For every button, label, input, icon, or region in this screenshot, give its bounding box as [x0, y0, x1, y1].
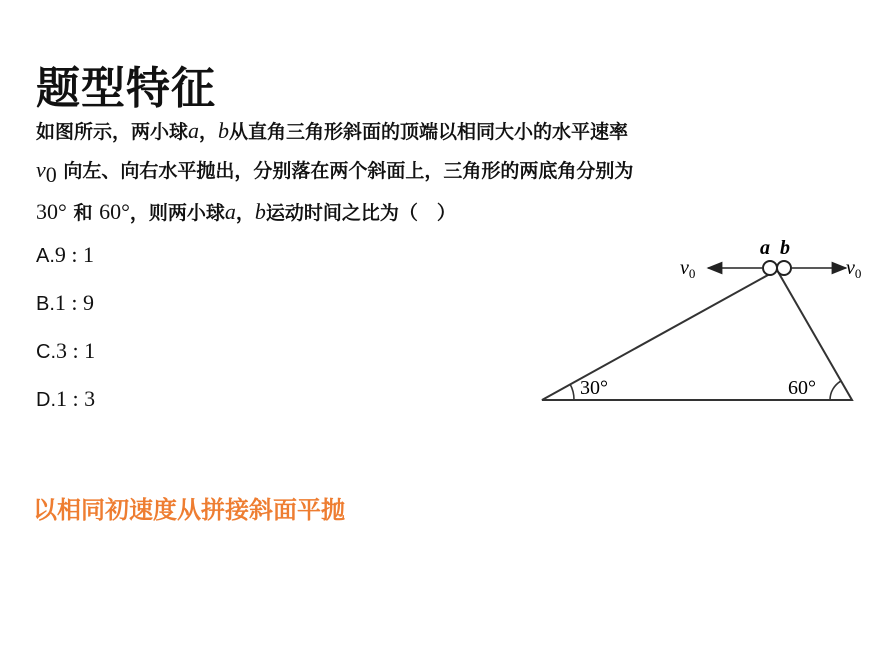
slide-title: 题型特征: [36, 63, 216, 114]
option-b-label: B.: [36, 293, 55, 315]
velocity-subscript: 0: [45, 161, 57, 187]
option-a[interactable]: [36, 242, 94, 268]
velocity-symbol: v: [36, 157, 46, 182]
option-c-value: 3 : 1: [56, 338, 96, 363]
ball-a-label: a: [760, 237, 770, 259]
angle-30-text: 30°: [36, 198, 67, 224]
angle-arc-right: [830, 381, 841, 400]
stem-sep-1: ，: [199, 121, 219, 143]
section-subtitle: 以相同初速度从拼接斜面平抛: [33, 496, 345, 524]
stem-text-2: 从直角三角形斜面的顶端以相同大小的水平速率: [229, 121, 629, 143]
ball-b-symbol-2: b: [254, 198, 266, 224]
stem-text-6: 运动时间之比为（ ）: [265, 201, 456, 224]
option-c[interactable]: [36, 338, 95, 364]
ball-b-label: b: [780, 237, 790, 259]
stem-sep-2: ，: [235, 201, 255, 224]
option-a-value: 9 : 1: [54, 242, 95, 267]
ball-b: [777, 261, 791, 275]
left-v-label: $v_0$: [680, 257, 696, 281]
option-b[interactable]: [36, 290, 94, 316]
option-c-label: C.: [36, 341, 56, 363]
stem-text-3: 向左、向右水平抛出，分别落在两个斜面上，三角形的两底角分别为: [63, 160, 634, 182]
option-d[interactable]: [36, 386, 95, 412]
angle-arc-left: [570, 384, 574, 400]
ball-a-symbol: a: [188, 118, 200, 143]
triangle-figure: [530, 232, 870, 412]
stem-text-5: ，则两小球: [129, 201, 225, 224]
option-b-value: 1 : 9: [54, 290, 95, 315]
angle-right-label: 60°: [788, 377, 816, 399]
option-d-value: 1 : 3: [56, 386, 96, 411]
option-d-label: D.: [36, 389, 56, 411]
ball-a: [763, 261, 777, 275]
stem-text-1: 如图所示，两小球: [36, 121, 189, 143]
ball-b-symbol: b: [218, 118, 230, 143]
question-stem: [36, 112, 882, 232]
angle-60-text: 60°: [99, 198, 130, 224]
angle-left-label: 30°: [580, 377, 608, 399]
stem-text-4: 和: [73, 201, 93, 224]
ball-a-symbol-2: a: [224, 198, 236, 224]
option-a-label: A.: [36, 245, 55, 267]
right-v-label: $v_0$: [846, 257, 862, 281]
